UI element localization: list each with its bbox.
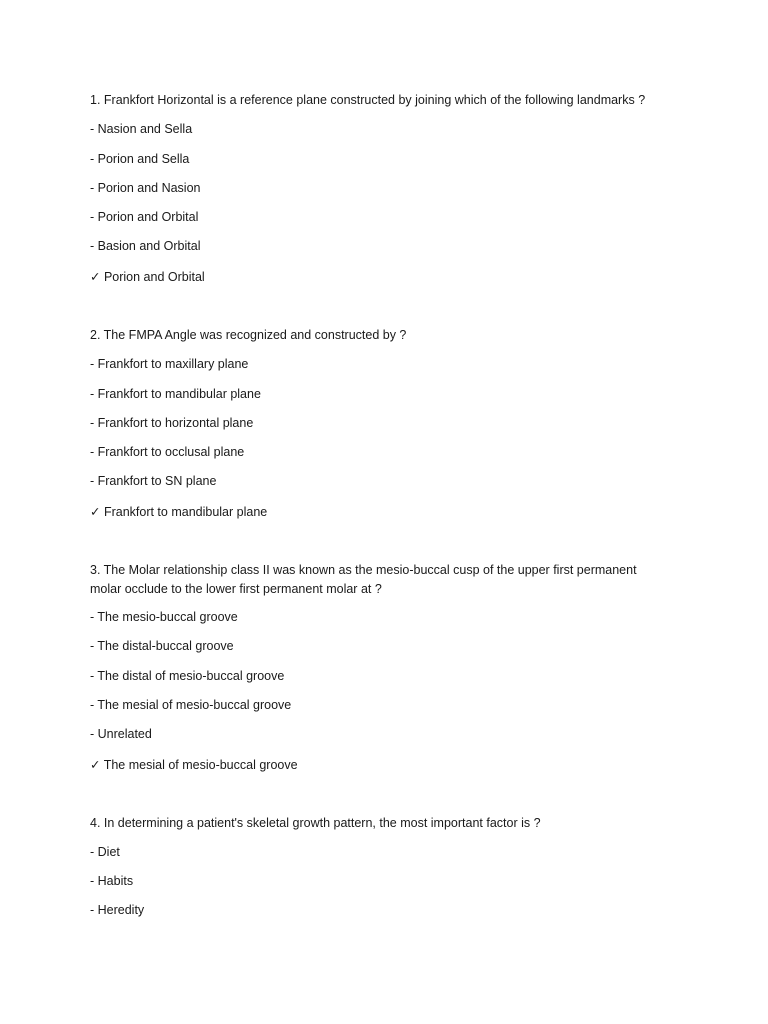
question-2-prompt: 2. The FMPA Angle was recognized and constructed by ? (90, 328, 407, 342)
question-1-answer: ✓ Porion and Orbital (90, 270, 205, 284)
question-3-option-5: - Unrelated (90, 727, 152, 741)
question-2-option-3: - Frankfort to horizontal plane (90, 416, 254, 430)
question-3-prompt-line-2: molar occlude to the lower first permanent molar at ? (90, 582, 382, 596)
question-1-option-1: - Nasion and Sella (90, 122, 193, 136)
question-1-option-4: - Porion and Orbital (90, 210, 199, 224)
question-3-option-1: - The mesio-buccal groove (90, 610, 238, 624)
question-3-option-4: - The mesial of mesio-buccal groove (90, 698, 292, 712)
question-3-option-2: - The distal-buccal groove (90, 639, 234, 653)
question-2-option-4: - Frankfort to occlusal plane (90, 445, 245, 459)
question-3-prompt-line-1: 3. The Molar relationship class II was known as the mesio-buccal cusp of the upper first permanent (90, 563, 637, 577)
question-4-prompt: 4. In determining a patient's skeletal growth pattern, the most important factor is ? (90, 816, 541, 830)
question-3-option-3: - The distal of mesio-buccal groove (90, 669, 285, 683)
question-4-option-1: - Diet (90, 845, 120, 859)
question-1-option-5: - Basion and Orbital (90, 239, 201, 253)
question-1-option-2: - Porion and Sella (90, 152, 190, 166)
question-2-option-1: - Frankfort to maxillary plane (90, 357, 249, 371)
question-1-option-3: - Porion and Nasion (90, 181, 201, 195)
question-2-option-2: - Frankfort to mandibular plane (90, 387, 261, 401)
question-4-option-2: - Habits (90, 874, 134, 888)
question-4-option-3: - Heredity (90, 903, 145, 917)
question-2-answer: ✓ Frankfort to mandibular plane (90, 505, 268, 519)
question-1-prompt: 1. Frankfort Horizontal is a reference plane constructed by joining which of the following landmarks ? (90, 93, 646, 107)
question-2-option-5: - Frankfort to SN plane (90, 474, 217, 488)
question-3-answer: ✓ The mesial of mesio-buccal groove (90, 758, 298, 772)
